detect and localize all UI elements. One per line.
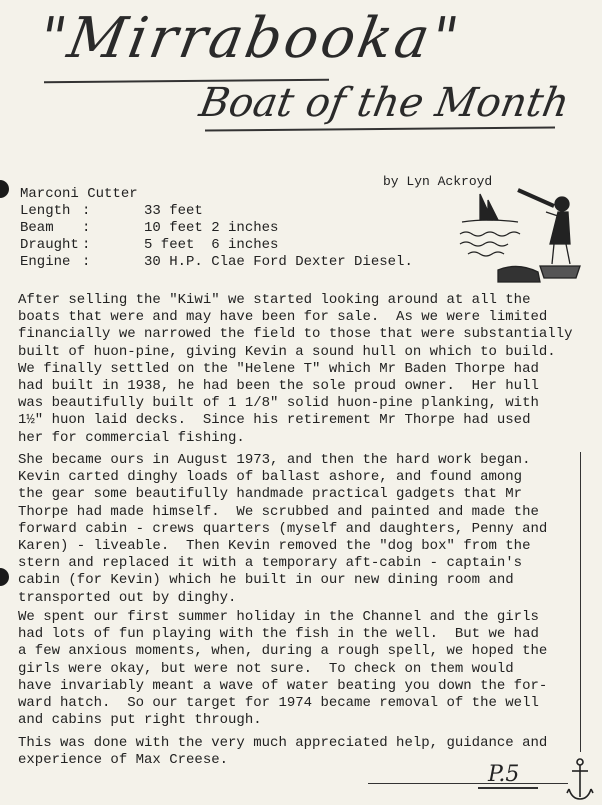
spec-value: 10 feet 2 inches <box>144 220 279 236</box>
body-paragraph-2: She became ours in August 1973, and then the hard work began. Kevin carted dinghy loads of ballast ashore, and found among the gear some beautifully handmade practical gadgets that Mr Thorpe had made himself. We scrubbed and painted and made the forward cabin - crews quarters (myself and daughters, Penny and Karen) - liveable. Then Kevin removed the "dog box" from the stern and replaced it with a temporary aft-cabin - captain's cabin (for Kevin) which he built in our new dining room and transported out by dinghy. <box>18 452 548 606</box>
subtitle-underline <box>205 126 555 131</box>
spec-row: Beam : 10 feet 2 inches <box>20 220 279 236</box>
spec-label: Engine <box>20 254 71 270</box>
spec-value: 30 H.P. Clae Ford Dexter Diesel. <box>144 254 413 270</box>
punch-hole <box>0 568 9 586</box>
body-paragraph-1: After selling the "Kiwi" we started looking around at all the boats that were and may have been for sale. As we were limited financially we narrowed the field to those that were substantially built of huon-pine, giving Kevin a sound hull on which to build. We finally settled on the "Helene T" which Mr Baden Thorpe had had built in 1938, he had been the sole proud owner. Her hull was beautifully built of 1 1/8" solid huon-pine planking, with 1½" huon laid decks. Since his retirement Mr Thorpe had used her for commercial fishing. <box>18 292 573 446</box>
page-number: P.5 <box>488 762 520 787</box>
body-paragraph-3: We spent our first summer holiday in the Channel and the girls had lots of fun playing with the fish in the well. But we had a few anxious moments, when, during a rough spell, we hoped the girls were okay, but were not sure. To check on them would have invariably meant a wave of water beating you down the for- ward hatch. So our target for 1974 became removal of the well and cabins put right through. <box>18 609 548 729</box>
spec-row: Engine : 30 H.P. Clae Ford Dexter Diesel. <box>20 254 413 270</box>
spec-label: Length <box>20 203 71 219</box>
spec-label: Draught <box>20 237 79 253</box>
spec-row: Draught : 5 feet 6 inches <box>20 237 279 253</box>
anchor-icon <box>566 757 594 803</box>
margin-rule <box>580 452 581 752</box>
article-title: "Mirrabooka" <box>34 6 467 71</box>
spec-label: Beam <box>20 220 54 236</box>
page-number-underline <box>478 787 538 789</box>
article-subtitle: Boat of the Month <box>195 80 573 126</box>
footer-rule <box>368 783 568 784</box>
spec-value: 5 feet 6 inches <box>144 237 279 253</box>
body-paragraph-4: This was done with the very much appreciated help, guidance and experience of Max Creese. <box>18 735 548 769</box>
punch-hole <box>0 180 9 198</box>
spec-row: Length : 33 feet <box>20 203 203 219</box>
byline: by Lyn Ackroyd <box>383 174 493 189</box>
sailor-telescope-illustration <box>458 182 590 292</box>
boat-specs <box>20 186 413 271</box>
boat-type: Marconi Cutter <box>20 186 138 202</box>
spec-value: 33 feet <box>144 203 203 219</box>
spec-type <box>20 186 413 203</box>
